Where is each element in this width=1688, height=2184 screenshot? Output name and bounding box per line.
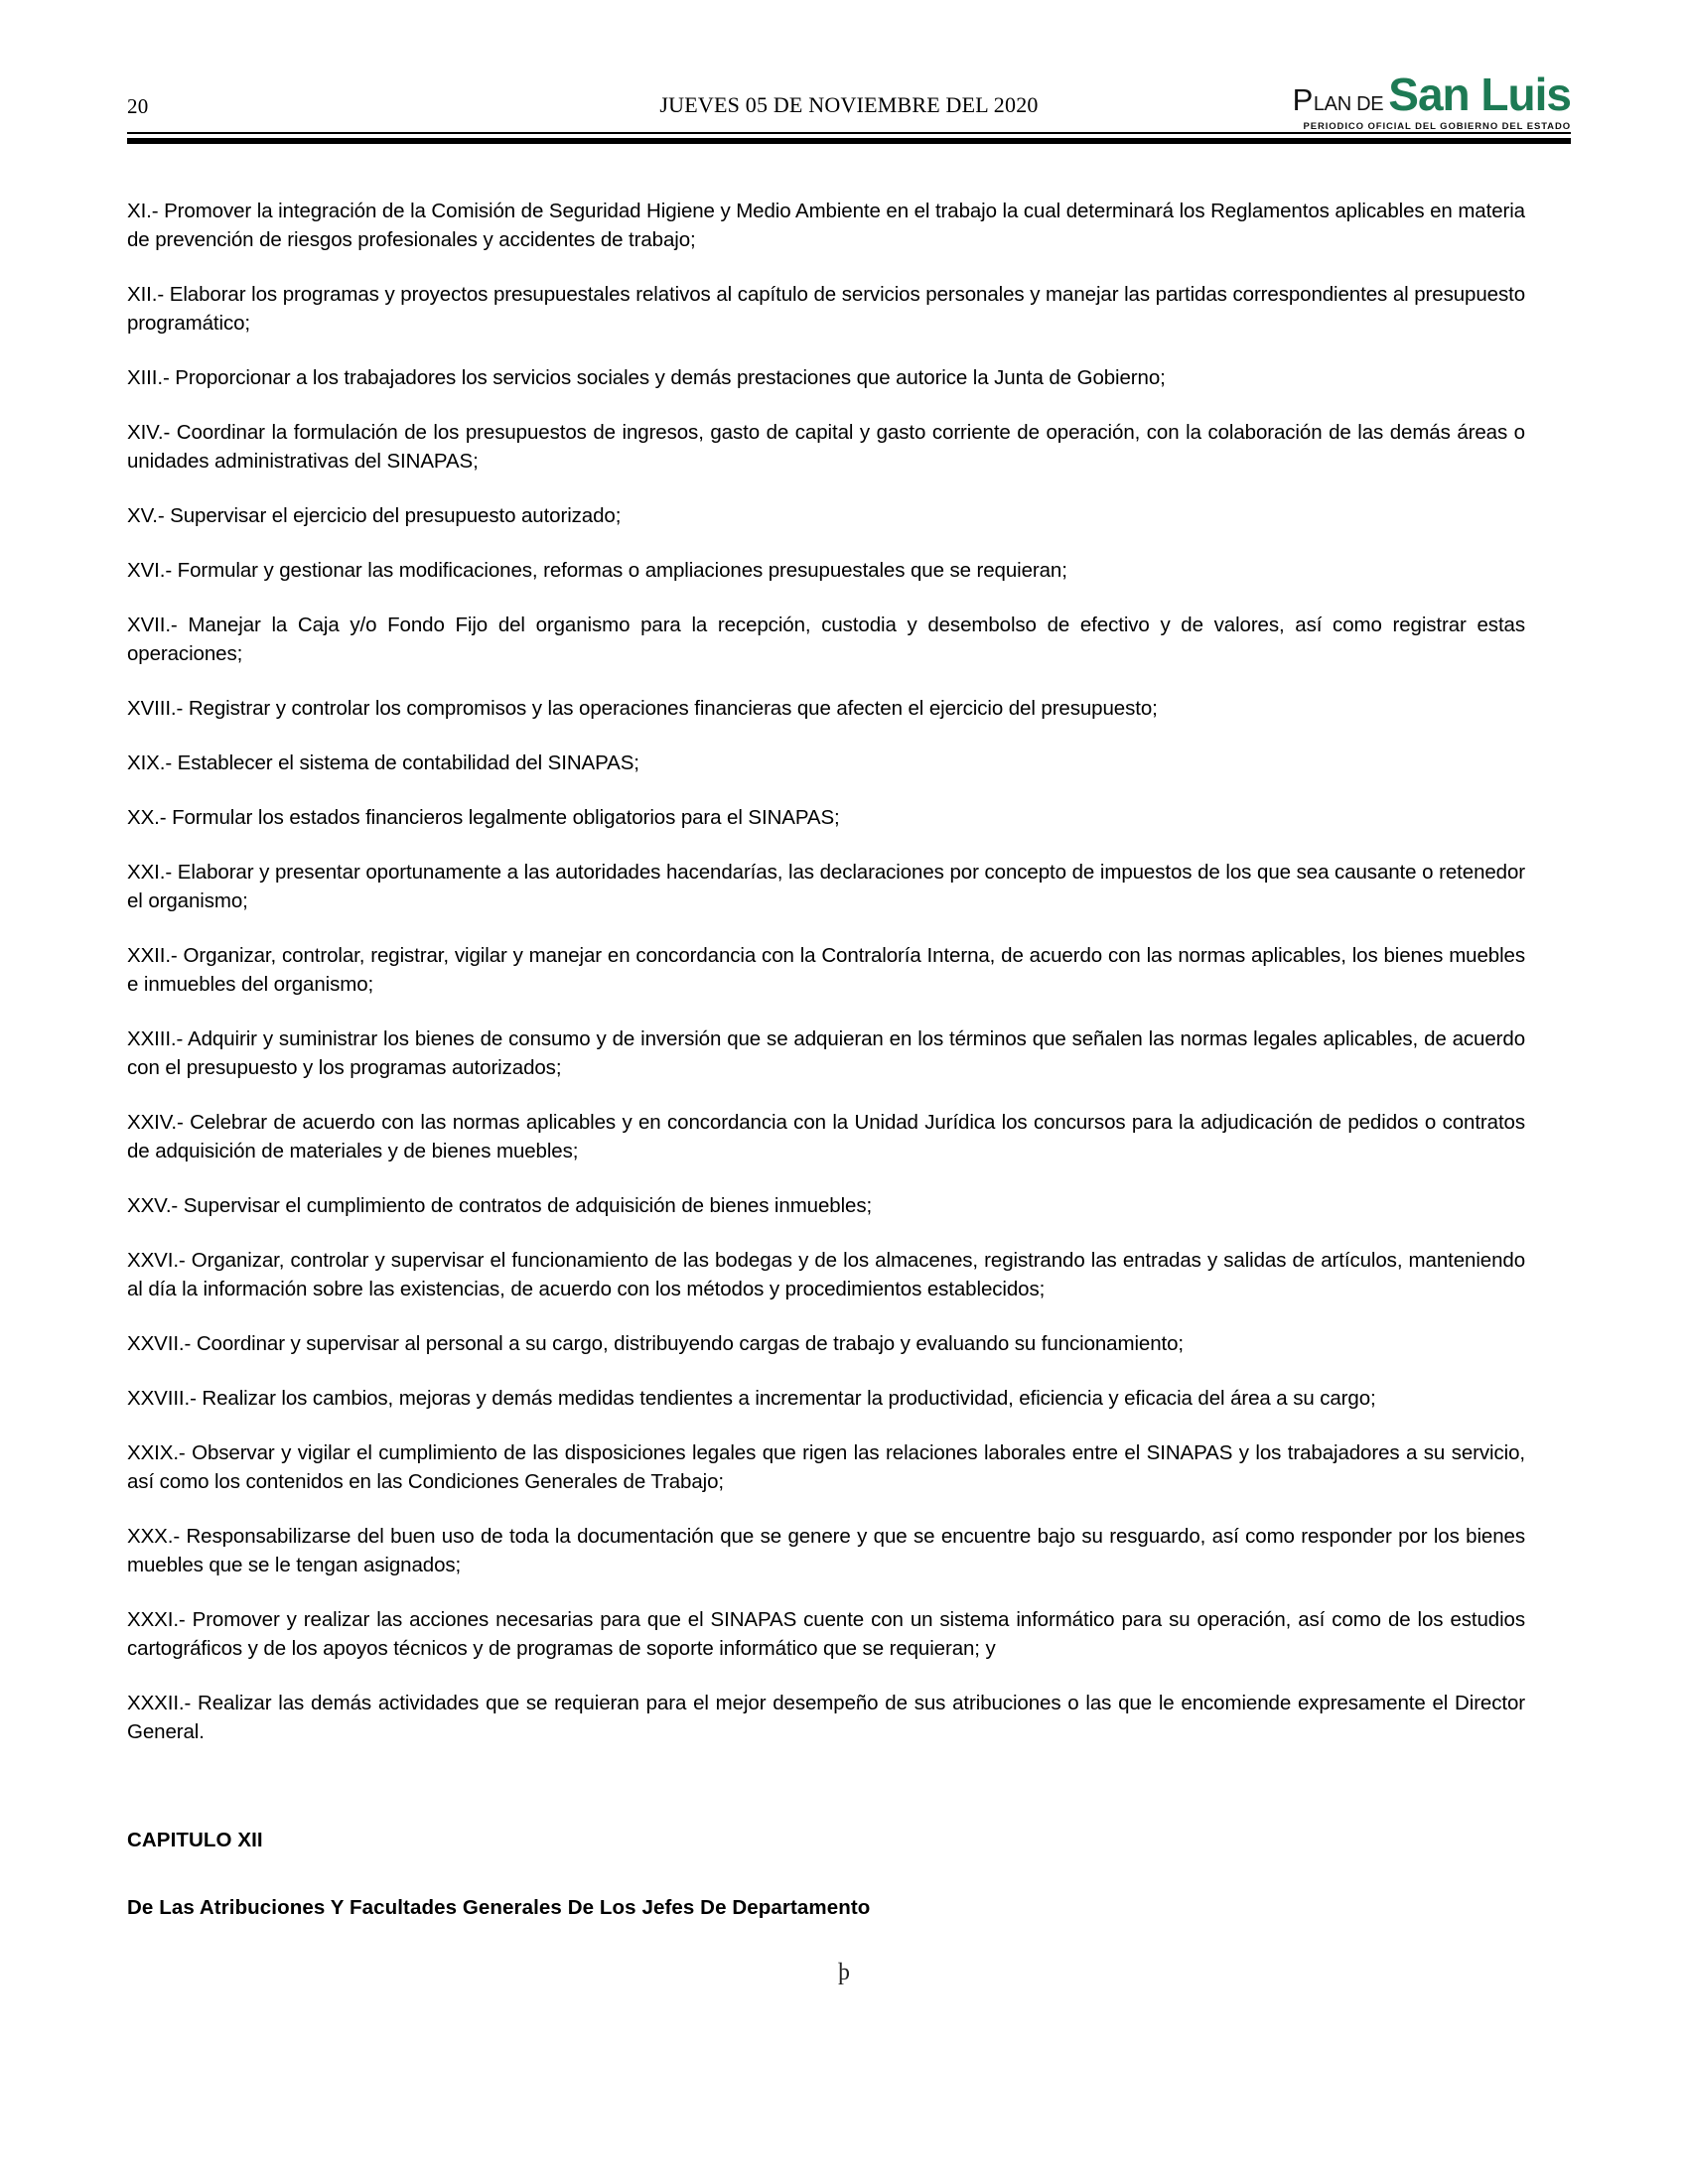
masthead-title: [1292, 68, 1571, 121]
clause-paragraph: XXI.- Elaborar y presentar oportunamente a las autoridades hacendarías, las declaraciones por concepto de impuestos de los que sea causante o retenedor el organismo;: [127, 861, 1525, 912]
clause-paragraph: XXVII.- Coordinar y supervisar al personal a su cargo, distribuyendo cargas de trabajo y evaluando su funcionamiento;: [127, 1332, 1185, 1355]
clause-paragraph: XXX.- Responsabilizarse del buen uso de toda la documentación que se genere y que se encuentre bajo su resguardo, así como responder por los bienes muebles que se le tengan asignados;: [127, 1525, 1525, 1576]
header-row: [127, 60, 1571, 131]
clause-paragraph: XVII.- Manejar la Caja y/o Fondo Fijo del organismo para la recepción, custodia y desembolso de efectivo y de valores, así como registrar estas operaciones;: [127, 614, 1525, 665]
clause-paragraph: XXXI.- Promover y realizar las acciones necesarias para que el SINAPAS cuente con un sistema informático para su operación, así como de los estudios cartográficos y de los apoyos técnicos y de programas de soporte informático que se requieran; y: [127, 1608, 1525, 1660]
page-header: [127, 60, 1571, 139]
clause-paragraph: XXIV.- Celebrar de acuerdo con las normas aplicables y en concordancia con la Unidad Jurídica los concursos para la adjudicación de pedidos o contratos de adquisición de materiales y de bienes muebles;: [127, 1111, 1525, 1162]
chapter-title: CAPITULO XII: [127, 1829, 263, 1851]
clause-paragraph: XIV.- Coordinar la formulación de los presupuestos de ingresos, gasto de capital y gasto corriente de operación, con la colaboración de las demás áreas o unidades administrativas del SINAPAS;: [127, 421, 1525, 473]
masthead-logo: [1292, 68, 1571, 132]
clause-paragraph: XXXII.- Realizar las demás actividades que se requieran para el mejor desempeño de sus atribuciones o las que le encomiende expresamente el Director General.: [127, 1692, 1525, 1743]
masthead-san-luis: San Luis: [1388, 68, 1571, 121]
chapter-subtitle: De Las Atribuciones Y Facultades Generales De Los Jefes De Departamento: [127, 1896, 871, 1919]
clause-paragraph: XVI.- Formular y gestionar las modificaciones, reformas o ampliaciones presupuestales que se requieran;: [127, 559, 1067, 582]
clause-paragraph: XXIX.- Observar y vigilar el cumplimiento de las disposiciones legales que rigen las relaciones laborales entre el SINAPAS y los trabajadores a su servicio, así como los contenidos en las Condiciones Generales de Trabajo;: [127, 1441, 1525, 1493]
masthead-subtitle: PERIODICO OFICIAL DEL GOBIERNO DEL ESTADO: [1303, 120, 1571, 132]
masthead-plan-de: LAN DE: [1313, 93, 1384, 116]
clause-paragraph: XI.- Promover la integración de la Comisión de Seguridad Higiene y Medio Ambiente en el trabajo la cual determinará los Reglamentos aplicables en materia de prevención de riesgos profesionales y accidentes de trabajo;: [127, 200, 1525, 251]
document-body: [127, 197, 1525, 1746]
page-number: 20: [127, 94, 149, 118]
clause-paragraph: XXII.- Organizar, controlar, registrar, vigilar y manejar en concordancia con la Contraloría Interna, de acuerdo con las normas aplicables, los bienes muebles e inmuebles del organismo;: [127, 944, 1525, 996]
footer-mark: þ: [838, 1960, 850, 1985]
clause-paragraph: XXIII.- Adquirir y suministrar los bienes de consumo y de inversión que se adquieran en los términos que señalen las normas legales aplicables, de acuerdo con el presupuesto y los programas autorizados;: [127, 1027, 1525, 1079]
clause-paragraph: XIII.- Proporcionar a los trabajadores los servicios sociales y demás prestaciones que autorice la Junta de Gobierno;: [127, 366, 1166, 389]
header-rule-thick: [127, 138, 1571, 144]
clause-paragraph: XXVIII.- Realizar los cambios, mejoras y demás medidas tendientes a incrementar la productividad, eficiencia y eficacia del área a su cargo;: [127, 1387, 1376, 1410]
clause-paragraph: XXV.- Supervisar el cumplimiento de contratos de adquisición de bienes inmuebles;: [127, 1194, 873, 1217]
chapter-heading-block: [127, 1829, 1525, 1920]
header-date: JUEVES 05 DE NOVIEMBRE DEL 2020: [659, 92, 1039, 117]
clause-paragraph: XVIII.- Registrar y controlar los compromisos y las operaciones financieras que afecten el ejercicio del presupuesto;: [127, 697, 1158, 720]
clause-paragraph: XXVI.- Organizar, controlar y supervisar el funcionamiento de las bodegas y de los almacenes, registrando las entradas y salidas de artículos, manteniendo al día la información sobre las existencias, de acuerdo con los métodos y procedimientos establecidos;: [127, 1249, 1525, 1300]
clause-paragraph: XV.- Supervisar el ejercicio del presupuesto autorizado;: [127, 504, 622, 527]
header-rule-thin: [127, 132, 1571, 134]
clause-paragraph: XX.- Formular los estados financieros legalmente obligatorios para el SINAPAS;: [127, 806, 840, 829]
clause-paragraph: XIX.- Establecer el sistema de contabilidad del SINAPAS;: [127, 751, 639, 774]
clause-paragraph: XII.- Elaborar los programas y proyectos presupuestales relativos al capítulo de servicios personales y manejar las partidas correspondientes al presupuesto programático;: [127, 283, 1525, 335]
masthead-plan-initial: P: [1292, 82, 1313, 118]
